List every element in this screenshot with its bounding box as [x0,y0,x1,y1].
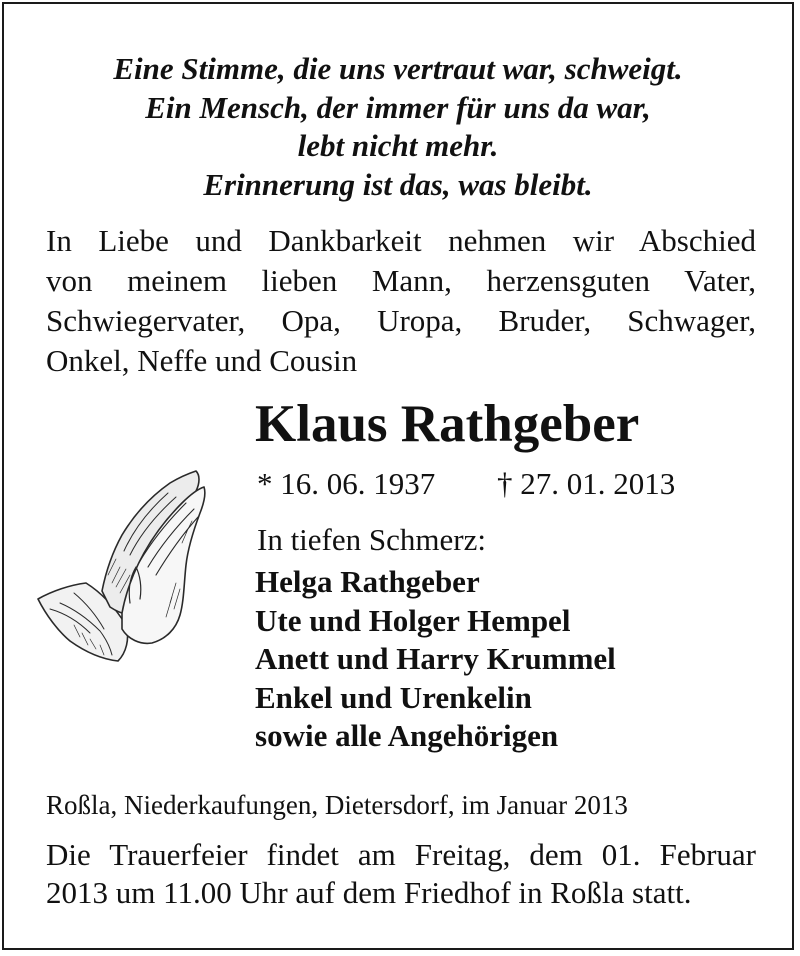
intro-line: Schwiegervater, Opa, Uropa, Bruder, Schwager, [46,303,756,338]
death-date: † 27. 01. 2013 [497,466,676,501]
motto-line: Erinnerung ist das, was bleibt. [203,166,593,202]
motto-verse [0,50,796,204]
mourner-name: Enkel und Urenkelin [255,679,532,715]
motto-line: Eine Stimme, die uns vertraut war, schweigt. [113,51,683,86]
place-and-date: Roßla, Niederkaufungen, Dietersdorf, im Januar 2013 [46,790,628,820]
ceremony-line: 2013 um 11.00 Uhr auf dem Friedhof in Roßla statt. [46,875,692,910]
mourner-name: Ute und Holger Hempel [255,602,571,638]
intro-line: von meinem lieben Mann, herzensguten Vater, [46,263,756,298]
intro-text [46,221,756,381]
ceremony-line: Die Trauerfeier findet am Freitag, dem 01. Februar [46,837,756,872]
intro-line: In Liebe und Dankbarkeit nehmen wir Abschied [46,223,756,258]
deceased-name: Klaus Rathgeber [255,395,640,453]
intro-line: Onkel, Neffe und Cousin [46,343,358,378]
funeral-announcement [46,836,756,912]
mourner-name: sowie alle Angehörigen [255,718,559,753]
life-dates [257,465,676,503]
motto-line: Ein Mensch, der immer für uns da war, [145,89,651,125]
motto-line: lebt nicht mehr. [297,128,499,163]
birth-date: * 16. 06. 1937 [257,466,436,501]
mourner-name: Anett und Harry Krummel [255,641,616,676]
praying-hands-icon [30,463,210,673]
mourner-name: Helga Rathgeber [255,564,480,599]
mourner-list [255,563,616,756]
mourning-label: In tiefen Schmerz: [257,522,486,557]
